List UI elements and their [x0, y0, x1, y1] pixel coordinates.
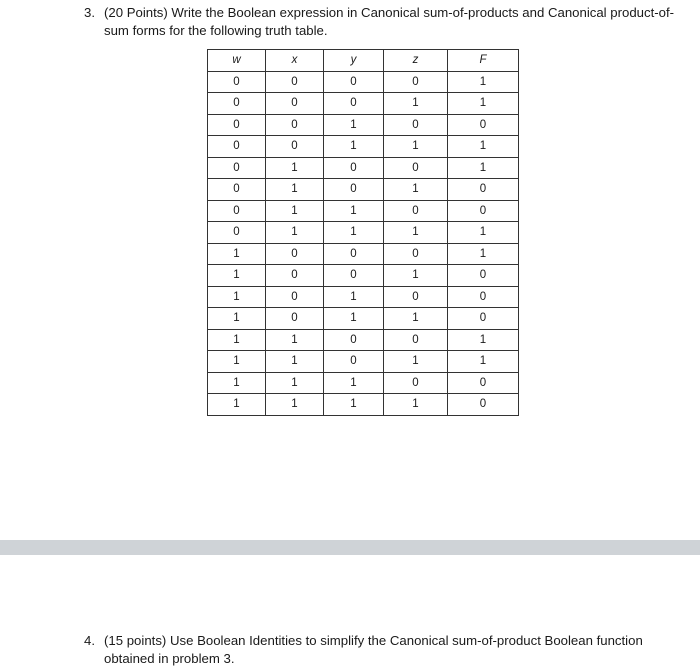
truth-table-header-row: [208, 50, 519, 72]
truth-table: [207, 49, 519, 416]
cell-w: 0: [208, 93, 266, 115]
cell-w: 0: [208, 136, 266, 158]
cell-x: 1: [266, 179, 324, 201]
cell-f: 0: [448, 394, 519, 416]
cell-z: 0: [384, 329, 448, 351]
table-row: [208, 286, 519, 308]
header-w: w: [208, 50, 266, 72]
cell-z: 0: [384, 286, 448, 308]
cell-y: 1: [324, 136, 384, 158]
cell-f: 0: [448, 114, 519, 136]
cell-f: 0: [448, 372, 519, 394]
cell-y: 1: [324, 286, 384, 308]
table-row: [208, 179, 519, 201]
cell-x: 1: [266, 329, 324, 351]
cell-w: 1: [208, 265, 266, 287]
question-3: [84, 4, 684, 40]
table-row: [208, 372, 519, 394]
cell-w: 0: [208, 71, 266, 93]
table-row: [208, 114, 519, 136]
cell-x: 0: [266, 136, 324, 158]
cell-z: 0: [384, 372, 448, 394]
table-row: [208, 243, 519, 265]
cell-z: 0: [384, 200, 448, 222]
cell-z: 1: [384, 394, 448, 416]
cell-z: 1: [384, 136, 448, 158]
cell-y: 0: [324, 351, 384, 373]
cell-y: 0: [324, 329, 384, 351]
cell-w: 1: [208, 372, 266, 394]
cell-z: 1: [384, 351, 448, 373]
cell-z: 0: [384, 243, 448, 265]
cell-y: 1: [324, 308, 384, 330]
header-x: x: [266, 50, 324, 72]
cell-y: 0: [324, 93, 384, 115]
cell-y: 0: [324, 71, 384, 93]
table-row: [208, 71, 519, 93]
cell-x: 0: [266, 71, 324, 93]
table-row: [208, 265, 519, 287]
cell-w: 0: [208, 179, 266, 201]
cell-y: 0: [324, 243, 384, 265]
cell-f: 0: [448, 179, 519, 201]
cell-x: 1: [266, 394, 324, 416]
cell-z: 1: [384, 308, 448, 330]
cell-y: 1: [324, 200, 384, 222]
cell-x: 1: [266, 157, 324, 179]
cell-w: 0: [208, 222, 266, 244]
question-3-text: (20 Points) Write the Boolean expression in Canonical sum-of-products and Canonical product-of-sum forms for the following truth table.: [104, 5, 675, 38]
table-row: [208, 200, 519, 222]
cell-f: 1: [448, 136, 519, 158]
header-z: z: [384, 50, 448, 72]
cell-z: 1: [384, 93, 448, 115]
cell-y: 1: [324, 372, 384, 394]
cell-x: 1: [266, 372, 324, 394]
table-row: [208, 351, 519, 373]
cell-z: 1: [384, 179, 448, 201]
cell-z: 0: [384, 157, 448, 179]
table-row: [208, 93, 519, 115]
cell-f: 1: [448, 71, 519, 93]
cell-x: 0: [266, 243, 324, 265]
cell-f: 1: [448, 157, 519, 179]
cell-f: 1: [448, 243, 519, 265]
cell-y: 1: [324, 394, 384, 416]
cell-w: 1: [208, 329, 266, 351]
cell-f: 0: [448, 265, 519, 287]
cell-w: 0: [208, 157, 266, 179]
cell-f: 0: [448, 308, 519, 330]
cell-x: 1: [266, 351, 324, 373]
cell-w: 1: [208, 394, 266, 416]
cell-f: 1: [448, 222, 519, 244]
divider-band: [0, 540, 700, 555]
cell-z: 1: [384, 222, 448, 244]
table-row: [208, 308, 519, 330]
table-row: [208, 394, 519, 416]
cell-x: 0: [266, 308, 324, 330]
cell-f: 0: [448, 200, 519, 222]
cell-w: 1: [208, 286, 266, 308]
cell-y: 1: [324, 222, 384, 244]
table-row: [208, 157, 519, 179]
truth-table-body: [208, 71, 519, 415]
cell-x: 1: [266, 200, 324, 222]
cell-z: 1: [384, 265, 448, 287]
cell-w: 1: [208, 308, 266, 330]
cell-x: 0: [266, 286, 324, 308]
question-4: [84, 632, 684, 668]
cell-w: 1: [208, 243, 266, 265]
question-3-number: 3.: [84, 5, 95, 20]
table-row: [208, 222, 519, 244]
cell-w: 0: [208, 114, 266, 136]
header-f: F: [448, 50, 519, 72]
cell-y: 0: [324, 157, 384, 179]
cell-z: 0: [384, 114, 448, 136]
header-y: y: [324, 50, 384, 72]
cell-x: 0: [266, 114, 324, 136]
cell-z: 0: [384, 71, 448, 93]
cell-f: 1: [448, 93, 519, 115]
cell-f: 0: [448, 286, 519, 308]
question-4-number: 4.: [84, 633, 95, 648]
table-row: [208, 329, 519, 351]
cell-x: 1: [266, 222, 324, 244]
table-row: [208, 136, 519, 158]
cell-f: 1: [448, 351, 519, 373]
question-4-text: (15 points) Use Boolean Identities to simplify the Canonical sum-of-product Boolean function obtained in problem 3.: [104, 633, 643, 666]
cell-x: 0: [266, 93, 324, 115]
cell-y: 0: [324, 265, 384, 287]
cell-y: 1: [324, 114, 384, 136]
cell-w: 1: [208, 351, 266, 373]
cell-w: 0: [208, 200, 266, 222]
cell-x: 0: [266, 265, 324, 287]
cell-f: 1: [448, 329, 519, 351]
cell-y: 0: [324, 179, 384, 201]
